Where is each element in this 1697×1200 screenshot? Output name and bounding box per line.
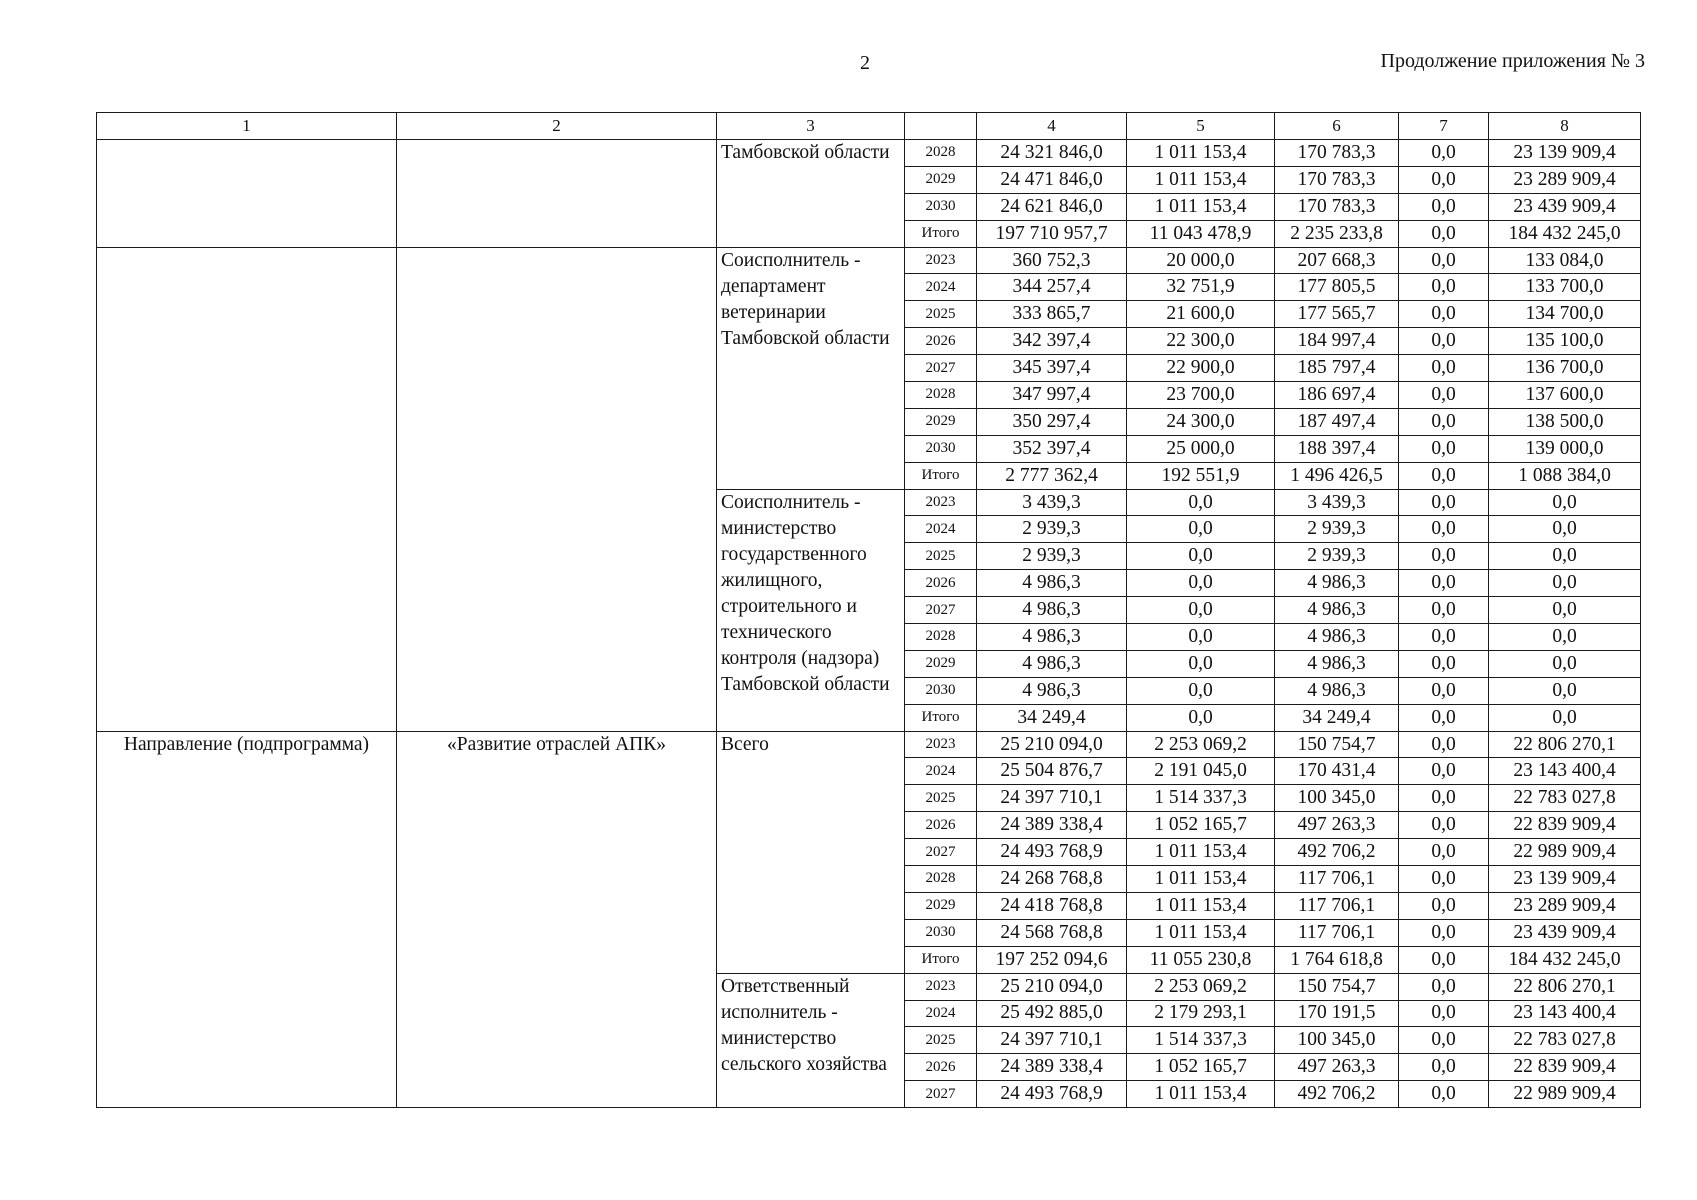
table-row: [97, 140, 1641, 167]
value-cell-col-7: 0,0: [1399, 731, 1489, 758]
year-cell: 2026: [905, 570, 977, 597]
value-cell-col-8: 23 143 400,4: [1489, 758, 1641, 785]
value-cell-col-8: 1 088 384,0: [1489, 462, 1641, 489]
executor-cell: Соисполнитель - министерство государственного жилищного, строительного и технического контроля (надзора) Тамбовской области: [717, 489, 905, 731]
value-cell-col-8: 0,0: [1489, 516, 1641, 543]
value-cell-col-7: 0,0: [1399, 328, 1489, 355]
value-cell-col-8: 23 139 909,4: [1489, 866, 1641, 893]
value-cell-col-7: 0,0: [1399, 785, 1489, 812]
value-cell-col-7: 0,0: [1399, 570, 1489, 597]
value-cell-col-8: 0,0: [1489, 677, 1641, 704]
year-cell: 2027: [905, 839, 977, 866]
header-row: [97, 113, 1641, 140]
value-cell-col-5: 1 011 153,4: [1127, 919, 1275, 946]
value-cell-col-4: 25 210 094,0: [977, 973, 1127, 1000]
direction-cell: Направление (подпрограмма): [97, 731, 397, 1107]
header-col-5: 5: [1127, 113, 1275, 140]
executor-cell: Ответственный исполнитель - министерство сельского хозяйства: [717, 973, 905, 1107]
value-cell-col-8: 184 432 245,0: [1489, 220, 1641, 247]
value-cell-col-7: 0,0: [1399, 140, 1489, 167]
value-cell-col-7: 0,0: [1399, 597, 1489, 624]
value-cell-col-8: 23 289 909,4: [1489, 892, 1641, 919]
year-cell: 2027: [905, 597, 977, 624]
value-cell-col-4: 197 710 957,7: [977, 220, 1127, 247]
value-cell-col-6: 177 805,5: [1275, 274, 1399, 301]
value-cell-col-8: 0,0: [1489, 624, 1641, 651]
program-name-cell: [397, 247, 717, 731]
year-cell: Итого: [905, 704, 977, 731]
value-cell-col-4: 333 865,7: [977, 301, 1127, 328]
value-cell-col-4: 24 389 338,4: [977, 812, 1127, 839]
year-cell: 2028: [905, 382, 977, 409]
value-cell-col-6: 170 783,3: [1275, 140, 1399, 167]
value-cell-col-4: 2 939,3: [977, 543, 1127, 570]
value-cell-col-6: 117 706,1: [1275, 892, 1399, 919]
value-cell-col-7: 0,0: [1399, 543, 1489, 570]
value-cell-col-5: 0,0: [1127, 570, 1275, 597]
value-cell-col-5: 1 011 153,4: [1127, 892, 1275, 919]
header-col-1: 1: [97, 113, 397, 140]
value-cell-col-4: 24 389 338,4: [977, 1054, 1127, 1081]
value-cell-col-8: 133 084,0: [1489, 247, 1641, 274]
value-cell-col-8: 23 439 909,4: [1489, 919, 1641, 946]
value-cell-col-5: 0,0: [1127, 677, 1275, 704]
value-cell-col-6: 497 263,3: [1275, 812, 1399, 839]
executor-cell: Тамбовской области: [717, 140, 905, 248]
year-cell: 2027: [905, 1081, 977, 1108]
value-cell-col-8: 134 700,0: [1489, 301, 1641, 328]
value-cell-col-6: 170 783,3: [1275, 166, 1399, 193]
value-cell-col-5: 0,0: [1127, 489, 1275, 516]
value-cell-col-5: 11 043 478,9: [1127, 220, 1275, 247]
value-cell-col-7: 0,0: [1399, 758, 1489, 785]
value-cell-col-6: 4 986,3: [1275, 624, 1399, 651]
executor-cell: Соисполнитель - департамент ветеринарии Тамбовской области: [717, 247, 905, 489]
year-cell: 2024: [905, 1000, 977, 1027]
value-cell-col-5: 25 000,0: [1127, 435, 1275, 462]
value-cell-col-6: 100 345,0: [1275, 1027, 1399, 1054]
value-cell-col-8: 22 806 270,1: [1489, 731, 1641, 758]
value-cell-col-5: 1 052 165,7: [1127, 1054, 1275, 1081]
value-cell-col-4: 24 621 846,0: [977, 193, 1127, 220]
value-cell-col-8: 23 289 909,4: [1489, 166, 1641, 193]
header-col-year: [905, 113, 977, 140]
value-cell-col-8: 22 989 909,4: [1489, 839, 1641, 866]
year-cell: Итого: [905, 220, 977, 247]
year-cell: 2026: [905, 328, 977, 355]
budget-table: [96, 112, 1641, 1108]
value-cell-col-8: 22 783 027,8: [1489, 785, 1641, 812]
value-cell-col-4: 24 321 846,0: [977, 140, 1127, 167]
value-cell-col-8: 0,0: [1489, 570, 1641, 597]
value-cell-col-4: 4 986,3: [977, 570, 1127, 597]
year-cell: 2028: [905, 624, 977, 651]
value-cell-col-5: 2 253 069,2: [1127, 731, 1275, 758]
value-cell-col-4: 25 210 094,0: [977, 731, 1127, 758]
value-cell-col-4: 24 268 768,8: [977, 866, 1127, 893]
value-cell-col-8: 22 806 270,1: [1489, 973, 1641, 1000]
value-cell-col-7: 0,0: [1399, 677, 1489, 704]
value-cell-col-4: 25 504 876,7: [977, 758, 1127, 785]
value-cell-col-8: 22 839 909,4: [1489, 1054, 1641, 1081]
year-cell: 2030: [905, 193, 977, 220]
value-cell-col-8: 139 000,0: [1489, 435, 1641, 462]
value-cell-col-7: 0,0: [1399, 839, 1489, 866]
value-cell-col-7: 0,0: [1399, 1054, 1489, 1081]
value-cell-col-5: 20 000,0: [1127, 247, 1275, 274]
value-cell-col-5: 1 052 165,7: [1127, 812, 1275, 839]
direction-cell: [97, 140, 397, 248]
value-cell-col-5: 0,0: [1127, 543, 1275, 570]
value-cell-col-7: 0,0: [1399, 704, 1489, 731]
value-cell-col-8: 0,0: [1489, 489, 1641, 516]
value-cell-col-8: 23 143 400,4: [1489, 1000, 1641, 1027]
year-cell: 2028: [905, 140, 977, 167]
value-cell-col-6: 4 986,3: [1275, 597, 1399, 624]
value-cell-col-6: 4 986,3: [1275, 570, 1399, 597]
value-cell-col-5: 21 600,0: [1127, 301, 1275, 328]
value-cell-col-5: 0,0: [1127, 704, 1275, 731]
year-cell: Итого: [905, 462, 977, 489]
year-cell: 2023: [905, 247, 977, 274]
value-cell-col-4: 352 397,4: [977, 435, 1127, 462]
value-cell-col-4: 2 777 362,4: [977, 462, 1127, 489]
value-cell-col-4: 2 939,3: [977, 516, 1127, 543]
value-cell-col-7: 0,0: [1399, 489, 1489, 516]
value-cell-col-7: 0,0: [1399, 650, 1489, 677]
table-row: [97, 247, 1641, 274]
value-cell-col-6: 117 706,1: [1275, 866, 1399, 893]
value-cell-col-7: 0,0: [1399, 624, 1489, 651]
value-cell-col-8: 23 439 909,4: [1489, 193, 1641, 220]
value-cell-col-6: 1 764 618,8: [1275, 946, 1399, 973]
value-cell-col-6: 492 706,2: [1275, 1081, 1399, 1108]
year-cell: 2029: [905, 892, 977, 919]
value-cell-col-5: 192 551,9: [1127, 462, 1275, 489]
page-caption: Продолжение приложения № 3: [1380, 50, 1645, 72]
value-cell-col-4: 24 493 768,9: [977, 1081, 1127, 1108]
header-col-3: 3: [717, 113, 905, 140]
value-cell-col-5: 24 300,0: [1127, 408, 1275, 435]
header-col-6: 6: [1275, 113, 1399, 140]
value-cell-col-6: 185 797,4: [1275, 355, 1399, 382]
value-cell-col-8: 138 500,0: [1489, 408, 1641, 435]
year-cell: 2026: [905, 1054, 977, 1081]
year-cell: 2024: [905, 274, 977, 301]
value-cell-col-5: 2 179 293,1: [1127, 1000, 1275, 1027]
value-cell-col-6: 170 191,5: [1275, 1000, 1399, 1027]
table-row: [97, 731, 1641, 758]
year-cell: Итого: [905, 946, 977, 973]
table-body: [97, 140, 1641, 1108]
value-cell-col-7: 0,0: [1399, 946, 1489, 973]
direction-cell: [97, 247, 397, 731]
value-cell-col-6: 188 397,4: [1275, 435, 1399, 462]
value-cell-col-8: 184 432 245,0: [1489, 946, 1641, 973]
value-cell-col-6: 2 235 233,8: [1275, 220, 1399, 247]
value-cell-col-8: 22 839 909,4: [1489, 812, 1641, 839]
value-cell-col-5: 0,0: [1127, 516, 1275, 543]
value-cell-col-5: 0,0: [1127, 650, 1275, 677]
value-cell-col-7: 0,0: [1399, 382, 1489, 409]
value-cell-col-5: 1 011 153,4: [1127, 140, 1275, 167]
value-cell-col-7: 0,0: [1399, 408, 1489, 435]
year-cell: 2029: [905, 650, 977, 677]
year-cell: 2023: [905, 489, 977, 516]
value-cell-col-4: 24 397 710,1: [977, 785, 1127, 812]
program-name-cell: [397, 140, 717, 248]
value-cell-col-8: 22 783 027,8: [1489, 1027, 1641, 1054]
value-cell-col-8: 22 989 909,4: [1489, 1081, 1641, 1108]
value-cell-col-6: 2 939,3: [1275, 516, 1399, 543]
value-cell-col-5: 32 751,9: [1127, 274, 1275, 301]
value-cell-col-4: 24 418 768,8: [977, 892, 1127, 919]
year-cell: 2023: [905, 731, 977, 758]
value-cell-col-4: 197 252 094,6: [977, 946, 1127, 973]
value-cell-col-7: 0,0: [1399, 274, 1489, 301]
value-cell-col-6: 207 668,3: [1275, 247, 1399, 274]
header-col-2: 2: [397, 113, 717, 140]
value-cell-col-4: 347 997,4: [977, 382, 1127, 409]
value-cell-col-7: 0,0: [1399, 892, 1489, 919]
value-cell-col-7: 0,0: [1399, 220, 1489, 247]
value-cell-col-7: 0,0: [1399, 301, 1489, 328]
year-cell: 2030: [905, 435, 977, 462]
value-cell-col-6: 34 249,4: [1275, 704, 1399, 731]
value-cell-col-6: 4 986,3: [1275, 650, 1399, 677]
value-cell-col-5: 2 253 069,2: [1127, 973, 1275, 1000]
value-cell-col-5: 23 700,0: [1127, 382, 1275, 409]
value-cell-col-7: 0,0: [1399, 973, 1489, 1000]
year-cell: 2028: [905, 866, 977, 893]
year-cell: 2030: [905, 919, 977, 946]
year-cell: 2029: [905, 166, 977, 193]
program-name-cell: «Развитие отраслей АПК»: [397, 731, 717, 1107]
value-cell-col-8: 0,0: [1489, 650, 1641, 677]
value-cell-col-5: 22 300,0: [1127, 328, 1275, 355]
value-cell-col-5: 1 011 153,4: [1127, 1081, 1275, 1108]
value-cell-col-4: 350 297,4: [977, 408, 1127, 435]
value-cell-col-5: 0,0: [1127, 597, 1275, 624]
header-col-8: 8: [1489, 113, 1641, 140]
value-cell-col-4: 24 493 768,9: [977, 839, 1127, 866]
year-cell: 2024: [905, 516, 977, 543]
value-cell-col-7: 0,0: [1399, 516, 1489, 543]
value-cell-col-4: 4 986,3: [977, 624, 1127, 651]
value-cell-col-7: 0,0: [1399, 462, 1489, 489]
value-cell-col-4: 3 439,3: [977, 489, 1127, 516]
value-cell-col-5: 22 900,0: [1127, 355, 1275, 382]
value-cell-col-5: 1 011 153,4: [1127, 193, 1275, 220]
year-cell: 2030: [905, 677, 977, 704]
value-cell-col-7: 0,0: [1399, 1081, 1489, 1108]
value-cell-col-6: 170 783,3: [1275, 193, 1399, 220]
value-cell-col-8: 137 600,0: [1489, 382, 1641, 409]
value-cell-col-5: 1 011 153,4: [1127, 839, 1275, 866]
year-cell: 2029: [905, 408, 977, 435]
value-cell-col-8: 136 700,0: [1489, 355, 1641, 382]
value-cell-col-7: 0,0: [1399, 919, 1489, 946]
value-cell-col-8: 0,0: [1489, 704, 1641, 731]
value-cell-col-5: 0,0: [1127, 624, 1275, 651]
year-cell: 2025: [905, 785, 977, 812]
value-cell-col-4: 4 986,3: [977, 650, 1127, 677]
year-cell: 2025: [905, 301, 977, 328]
value-cell-col-6: 100 345,0: [1275, 785, 1399, 812]
value-cell-col-5: 1 514 337,3: [1127, 785, 1275, 812]
year-cell: 2026: [905, 812, 977, 839]
value-cell-col-7: 0,0: [1399, 193, 1489, 220]
value-cell-col-6: 117 706,1: [1275, 919, 1399, 946]
value-cell-col-6: 2 939,3: [1275, 543, 1399, 570]
value-cell-col-6: 186 697,4: [1275, 382, 1399, 409]
value-cell-col-7: 0,0: [1399, 812, 1489, 839]
value-cell-col-6: 170 431,4: [1275, 758, 1399, 785]
value-cell-col-6: 1 496 426,5: [1275, 462, 1399, 489]
header-col-4: 4: [977, 113, 1127, 140]
value-cell-col-6: 3 439,3: [1275, 489, 1399, 516]
header-col-7: 7: [1399, 113, 1489, 140]
value-cell-col-4: 4 986,3: [977, 597, 1127, 624]
value-cell-col-7: 0,0: [1399, 166, 1489, 193]
value-cell-col-6: 187 497,4: [1275, 408, 1399, 435]
value-cell-col-4: 25 492 885,0: [977, 1000, 1127, 1027]
value-cell-col-4: 24 397 710,1: [977, 1027, 1127, 1054]
value-cell-col-5: 1 011 153,4: [1127, 866, 1275, 893]
executor-cell: Всего: [717, 731, 905, 973]
value-cell-col-4: 24 471 846,0: [977, 166, 1127, 193]
value-cell-col-7: 0,0: [1399, 1000, 1489, 1027]
value-cell-col-7: 0,0: [1399, 435, 1489, 462]
value-cell-col-8: 0,0: [1489, 597, 1641, 624]
value-cell-col-4: 345 397,4: [977, 355, 1127, 382]
value-cell-col-4: 34 249,4: [977, 704, 1127, 731]
value-cell-col-5: 2 191 045,0: [1127, 758, 1275, 785]
year-cell: 2023: [905, 973, 977, 1000]
value-cell-col-4: 342 397,4: [977, 328, 1127, 355]
value-cell-col-4: 344 257,4: [977, 274, 1127, 301]
value-cell-col-4: 24 568 768,8: [977, 919, 1127, 946]
year-cell: 2027: [905, 355, 977, 382]
value-cell-col-6: 150 754,7: [1275, 731, 1399, 758]
value-cell-col-8: 23 139 909,4: [1489, 140, 1641, 167]
value-cell-col-6: 177 565,7: [1275, 301, 1399, 328]
value-cell-col-7: 0,0: [1399, 1027, 1489, 1054]
value-cell-col-6: 497 263,3: [1275, 1054, 1399, 1081]
value-cell-col-7: 0,0: [1399, 247, 1489, 274]
value-cell-col-6: 150 754,7: [1275, 973, 1399, 1000]
value-cell-col-6: 492 706,2: [1275, 839, 1399, 866]
value-cell-col-5: 11 055 230,8: [1127, 946, 1275, 973]
year-cell: 2025: [905, 1027, 977, 1054]
value-cell-col-8: 133 700,0: [1489, 274, 1641, 301]
year-cell: 2025: [905, 543, 977, 570]
value-cell-col-6: 4 986,3: [1275, 677, 1399, 704]
value-cell-col-8: 0,0: [1489, 543, 1641, 570]
value-cell-col-7: 0,0: [1399, 866, 1489, 893]
value-cell-col-8: 135 100,0: [1489, 328, 1641, 355]
value-cell-col-4: 4 986,3: [977, 677, 1127, 704]
value-cell-col-4: 360 752,3: [977, 247, 1127, 274]
value-cell-col-6: 184 997,4: [1275, 328, 1399, 355]
value-cell-col-5: 1 011 153,4: [1127, 166, 1275, 193]
year-cell: 2024: [905, 758, 977, 785]
page-number: 2: [860, 52, 870, 74]
value-cell-col-5: 1 514 337,3: [1127, 1027, 1275, 1054]
value-cell-col-7: 0,0: [1399, 355, 1489, 382]
